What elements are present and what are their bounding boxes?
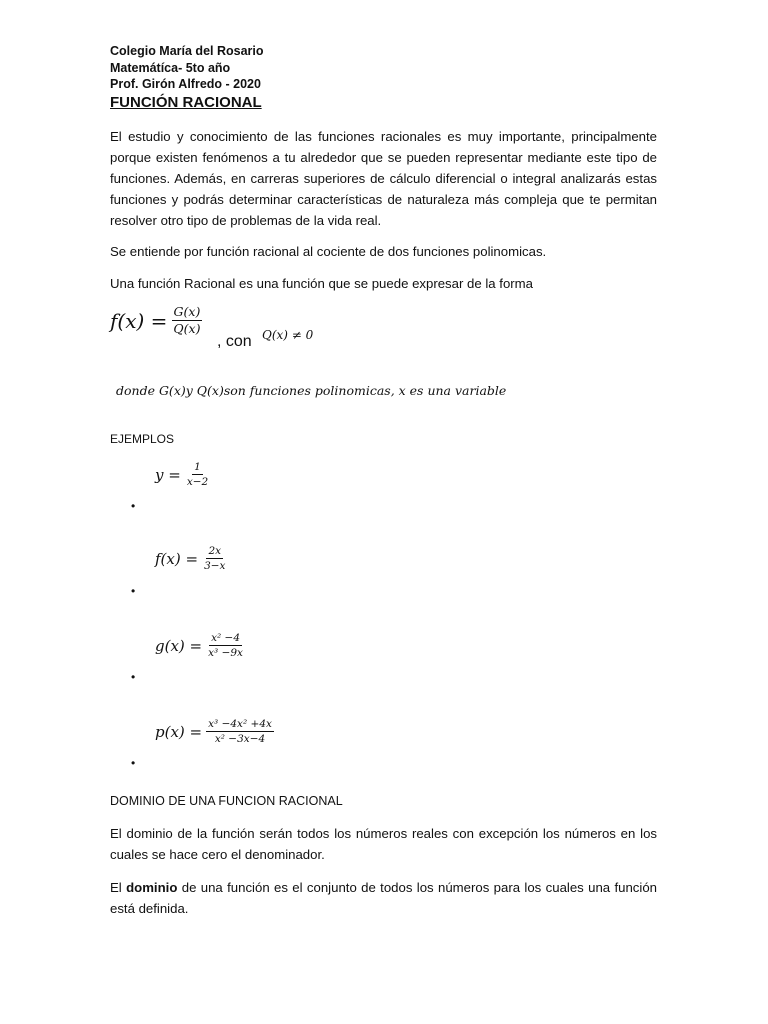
formula-fraction <box>171 305 202 337</box>
teacher-line: Prof. Girón Alfredo - 2020 <box>110 77 261 91</box>
example-4 <box>155 718 274 745</box>
examples-heading: EJEMPLOS <box>110 432 175 446</box>
domain-definition <box>110 877 657 919</box>
domain-paragraph: El dominio de la función serán todos los números reales con excepción los números en los cuales se hace cero el denominador. <box>110 826 657 862</box>
example-2-denominator: 3−x <box>204 560 226 573</box>
where-text: donde G(x)y Q(x)son funciones polinomicas, x es una variable <box>116 383 507 398</box>
formula-lhs: f(x) = <box>110 308 168 333</box>
rational-function-formula <box>110 305 202 337</box>
domain-definition-bold-word: dominio <box>126 880 178 895</box>
example-4-fraction <box>206 718 274 745</box>
formula-con-text: , con <box>217 333 252 350</box>
definition-sentence: Se entiende por función racional al cociente de dos funciones polinomicas. <box>110 244 547 259</box>
example-3-fraction <box>206 632 245 659</box>
example-2-numerator: 2x <box>206 545 223 559</box>
example-1-numerator: 1 <box>192 461 203 475</box>
formula-condition: Q(x) ≠ 0 <box>262 328 314 342</box>
example-4-denominator: x² −3x−4 <box>214 733 266 746</box>
school-name: Colegio María del Rosario <box>110 44 264 58</box>
domain-heading: DOMINIO DE UNA FUNCION RACIONAL <box>110 794 343 808</box>
example-3-lhs: g(x) = <box>155 636 203 655</box>
formula-denominator: Q(x) <box>173 321 201 337</box>
intro-paragraph: El estudio y conocimiento de las funciones racionales es muy importante, principalmente porque existen fenómenos a tu alrededor que se pueden representar mediante este tipo de funciones. Además, en carreras superiores de cálculo diferencial o integral analizarás estas funciones y podrás determinar características de naturaleza más compleja que te permitan resolver otro tipo de problemas de la vida real. <box>110 129 657 228</box>
example-2-lhs: f(x) = <box>155 549 199 568</box>
example-2-bullet: • <box>131 584 136 598</box>
example-1 <box>155 461 210 488</box>
example-1-bullet: • <box>131 499 136 513</box>
example-4-bullet: • <box>131 756 136 770</box>
example-2-fraction <box>202 545 227 572</box>
example-2 <box>155 545 227 572</box>
example-3 <box>155 632 245 659</box>
example-1-lhs: y = <box>155 465 181 484</box>
example-3-bullet: • <box>131 670 136 684</box>
domain-definition-rest: de una función es el conjunto de todos los números para los cuales una función está definida. <box>110 880 658 916</box>
example-1-denominator: x−2 <box>186 476 209 489</box>
subject-line: Matemátíca- 5to año <box>110 60 231 75</box>
example-4-numerator: x³ −4x² +4x <box>206 718 274 732</box>
domain-definition-prefix: El <box>110 880 127 895</box>
form-sentence: Una función Racional es una función que se puede expresar de la forma <box>110 276 534 291</box>
example-3-numerator: x² −4 <box>209 632 242 646</box>
document-header <box>110 43 264 93</box>
formula-numerator: G(x) <box>172 305 203 321</box>
page-title: FUNCIÓN RACIONAL <box>110 94 262 111</box>
example-4-lhs: p(x) = <box>155 722 203 741</box>
example-3-denominator: x³ −9x <box>208 647 243 660</box>
example-1-fraction <box>185 461 210 488</box>
